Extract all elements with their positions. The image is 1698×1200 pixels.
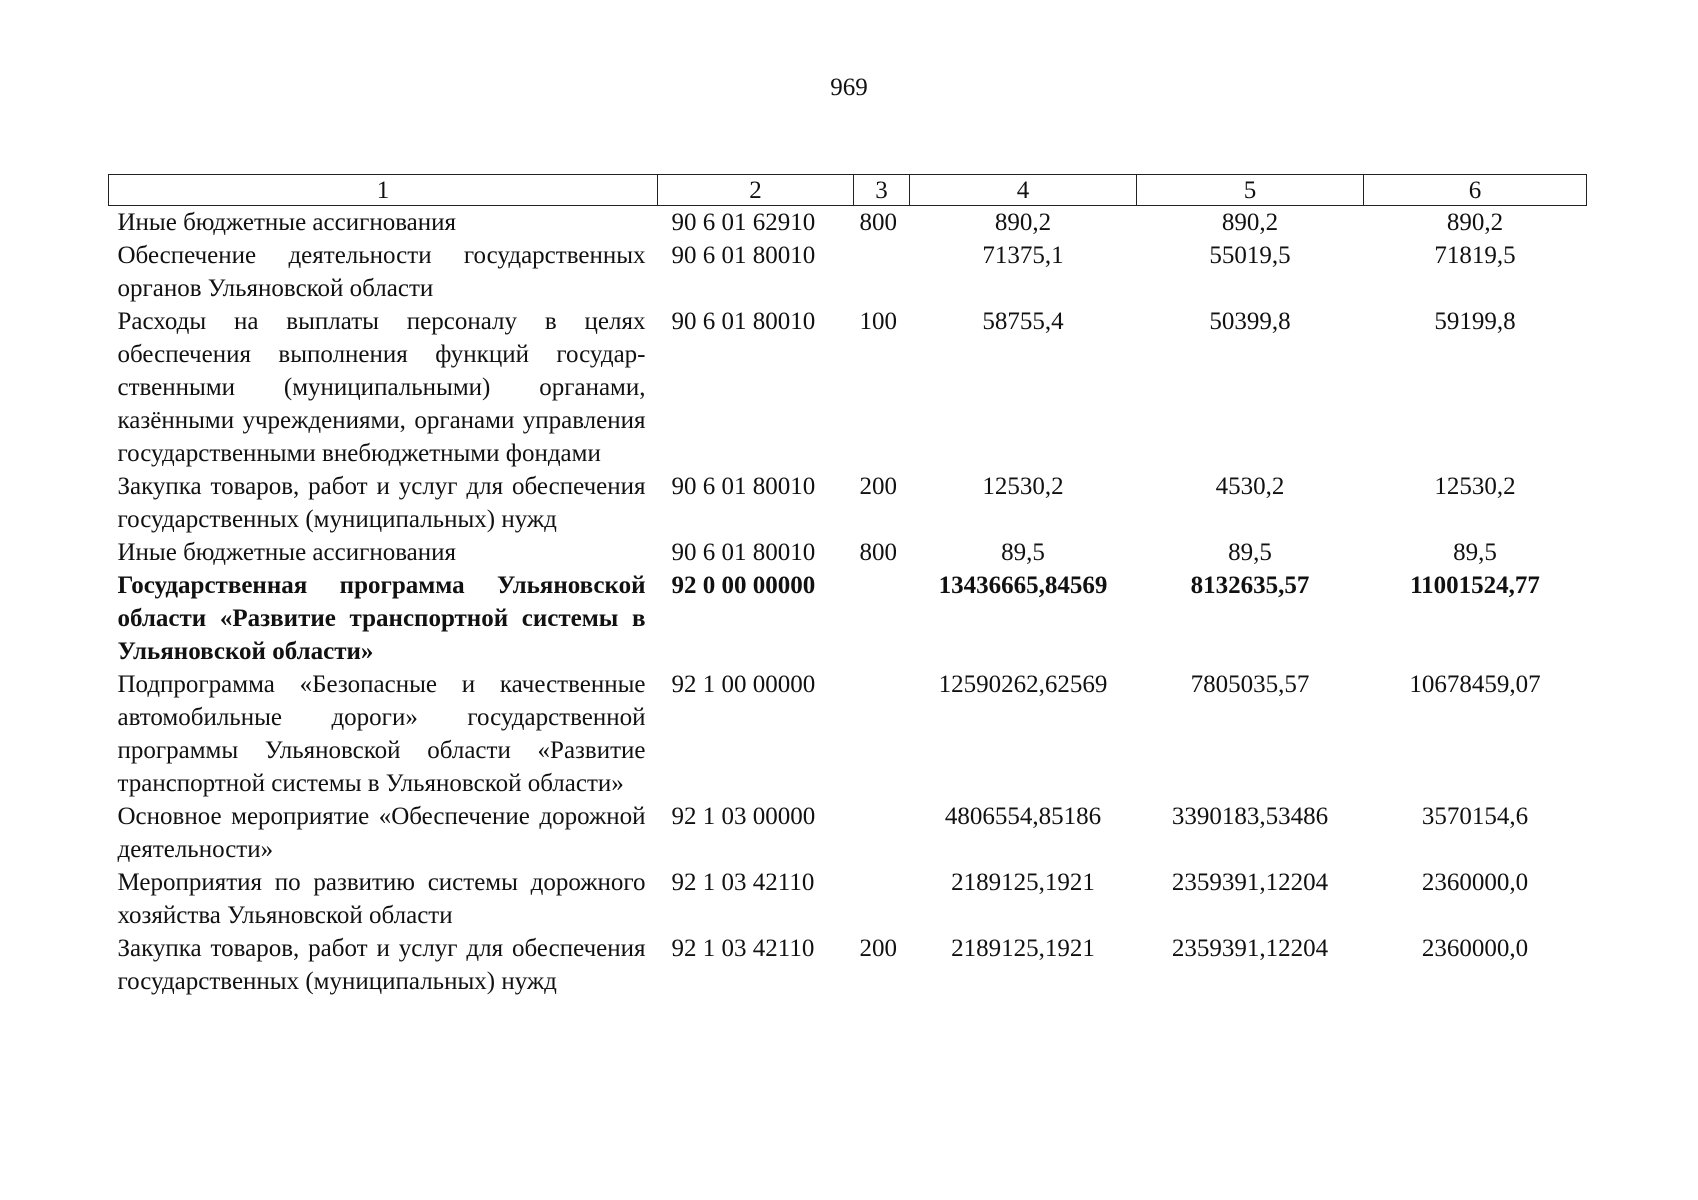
- table-row: [109, 206, 1587, 240]
- row-value-col5: 890,2: [1221, 209, 1279, 236]
- row-target-code: 90 6 01 80010: [671, 473, 816, 500]
- row-value-col5: 8132635,57: [1190, 572, 1310, 599]
- row-value-col4: 4806554,85186: [944, 803, 1102, 830]
- row-expense-type: 800: [859, 209, 897, 236]
- header-row: [109, 175, 1587, 206]
- row-description: Мероприятия по развитию системы дорожного хозяйства Ульяновской области: [117, 869, 646, 929]
- row-expense-type: [854, 866, 910, 932]
- row-description: Расходы на выплаты персоналу в целях обеспечения выполнения функций государственными (муниципальными) органами, казёнными учреждениями, органами управления государственными внебюджетными фондами: [117, 308, 646, 467]
- row-value-col6: 2360000,0: [1421, 935, 1529, 962]
- row-value-col4: 2189125,1921: [951, 935, 1095, 962]
- row-value-col4: 89,5: [1001, 539, 1045, 566]
- row-value-col6: 71819,5: [1434, 242, 1516, 269]
- row-value-col5: 89,5: [1228, 539, 1272, 566]
- row-value-col6: 89,5: [1453, 539, 1497, 566]
- row-value-col5: 2359391,12204: [1171, 869, 1329, 896]
- row-expense-type: [854, 668, 910, 800]
- table-row: [109, 536, 1587, 569]
- header-col-6: 6: [1364, 175, 1587, 206]
- row-value-col4: 12530,2: [982, 473, 1064, 500]
- header-col-5: 5: [1137, 175, 1364, 206]
- row-target-code: 90 6 01 80010: [671, 539, 816, 566]
- row-value-col6: 3570154,6: [1421, 803, 1529, 830]
- row-expense-type: [854, 800, 910, 866]
- row-expense-type: 800: [859, 539, 897, 566]
- header-col-2: 2: [658, 175, 854, 206]
- row-value-col6: 12530,2: [1434, 473, 1516, 500]
- row-expense-type: 100: [859, 308, 897, 335]
- budget-table: [108, 174, 1587, 998]
- row-description: Подпрограмма «Безопасные и качественные автомобильные дороги» государственной программы Ульяновской области «Развитие транспортной системы в Ульяновской области»: [117, 671, 646, 797]
- row-value-col4: 13436665,84569: [938, 572, 1108, 599]
- table-row: [109, 305, 1587, 470]
- page-number: 969: [830, 74, 868, 101]
- row-value-col4: 12590262,62569: [938, 671, 1108, 698]
- table-row: [109, 866, 1587, 932]
- row-expense-type: [854, 239, 910, 305]
- row-value-col5: 7805035,57: [1190, 671, 1310, 698]
- row-expense-type: 200: [859, 935, 897, 962]
- row-target-code: 92 1 03 00000: [671, 803, 816, 830]
- row-target-code: 92 1 03 42110: [671, 935, 815, 962]
- table-row: [109, 239, 1587, 305]
- row-description: Иные бюджетные ассигнования: [117, 209, 457, 236]
- table-row: [109, 668, 1587, 800]
- table-row: [109, 569, 1587, 668]
- header-col-3: 3: [854, 175, 910, 206]
- table-header: [109, 175, 1587, 206]
- row-target-code: 92 1 00 00000: [671, 671, 816, 698]
- row-value-col5: 2359391,12204: [1171, 935, 1329, 962]
- row-value-col6: 2360000,0: [1421, 869, 1529, 896]
- row-value-col5: 50399,8: [1209, 308, 1291, 335]
- table-row: [109, 800, 1587, 866]
- row-value-col6: 11001524,77: [1410, 572, 1540, 599]
- row-value-col4: 2189125,1921: [951, 869, 1095, 896]
- row-value-col5: 3390183,53486: [1171, 803, 1329, 830]
- row-value-col4: 71375,1: [982, 242, 1064, 269]
- row-expense-type: [854, 569, 910, 668]
- row-value-col5: 55019,5: [1209, 242, 1291, 269]
- row-description: Основное мероприятие «Обеспечение дорожной деятельности»: [117, 803, 646, 863]
- header-col-4: 4: [910, 175, 1137, 206]
- row-value-col6: 10678459,07: [1409, 671, 1541, 698]
- row-value-col6: 890,2: [1446, 209, 1504, 236]
- row-value-col4: 58755,4: [982, 308, 1064, 335]
- row-description: Обеспечение деятельности государственных органов Ульяновской области: [117, 242, 646, 302]
- row-expense-type: 200: [859, 473, 897, 500]
- row-target-code: 90 6 01 80010: [671, 308, 816, 335]
- row-description: Закупка товаров, работ и услуг для обеспечения государственных (муниципальных) нужд: [117, 935, 646, 995]
- row-target-code: 90 6 01 62910: [671, 209, 816, 236]
- table-row: [109, 470, 1587, 536]
- row-description: Закупка товаров, работ и услуг для обеспечения государственных (муниципальных) нужд: [117, 473, 646, 533]
- row-target-code: 92 1 03 42110: [671, 869, 815, 896]
- row-value-col5: 4530,2: [1215, 473, 1285, 500]
- table-body: [109, 206, 1587, 999]
- row-value-col6: 59199,8: [1434, 308, 1516, 335]
- row-target-code: 90 6 01 80010: [671, 242, 816, 269]
- row-description: Иные бюджетные ассигнования: [117, 539, 457, 566]
- table-row: [109, 932, 1587, 998]
- row-description: Государственная программа Ульяновской области «Развитие транспортной системы в Ульяновской области»: [117, 572, 646, 665]
- header-col-1: 1: [109, 175, 658, 206]
- row-value-col4: 890,2: [994, 209, 1052, 236]
- row-target-code: 92 0 00 00000: [671, 572, 816, 599]
